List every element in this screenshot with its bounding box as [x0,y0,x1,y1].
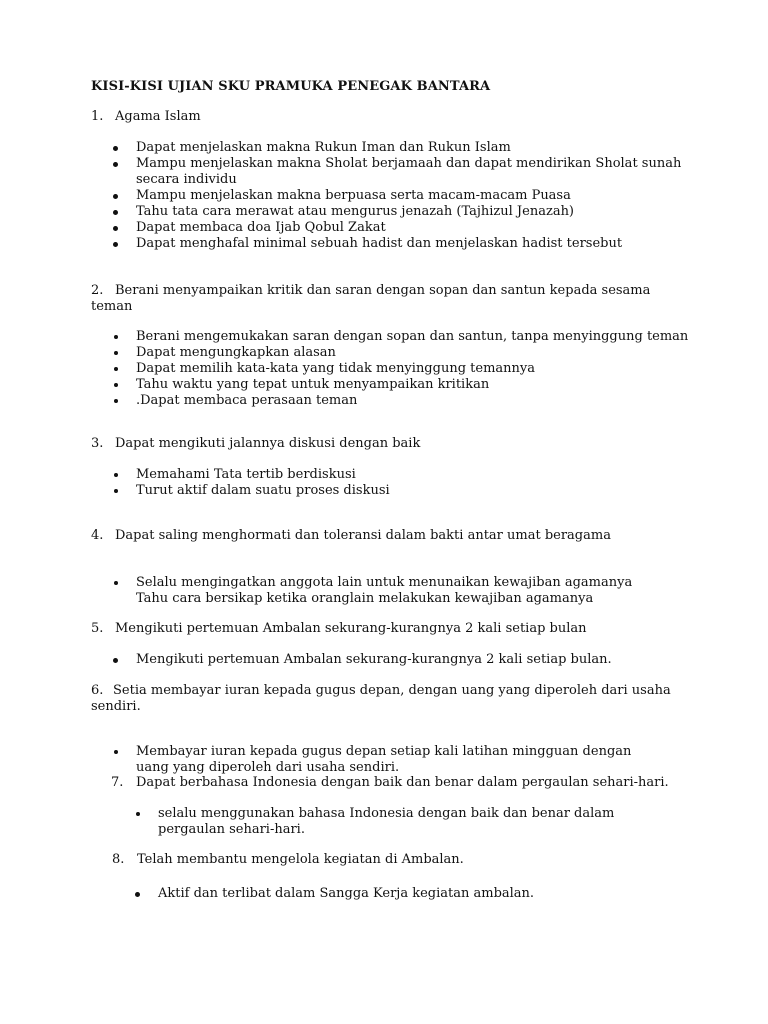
bullet-icon [113,226,118,231]
list-item: Tahu tata cara merawat atau mengurus jenazah (Tajhizul Jenazah) [136,204,696,220]
section-number: 4. [91,528,104,543]
section-title: Dapat mengikuti jalannya diskusi dengan baik [115,436,421,451]
bullet-list-1 [136,140,696,252]
bullet-icon [135,892,140,897]
bullet-icon [113,194,118,199]
bullet-icon [114,489,118,493]
list-item: Mampu menjelaskan makna berpuasa serta macam-macam Puasa [136,188,696,204]
section-title: Berani menyampaikan kritik dan saran dengan sopan dan santun kepada sesama teman [91,283,651,314]
list-item: Dapat mengungkapkan alasan [136,345,696,361]
section-number: 3. [91,436,104,451]
section-title: Setia membayar iuran kepada gugus depan, dengan uang yang diperoleh dari usaha sendiri. [91,683,671,714]
bullet-icon [114,367,118,371]
bullet-icon [113,162,118,167]
list-item: Mampu menjelaskan makna Sholat berjamaah dan dapat mendirikan Sholat sunah secara individu [136,156,696,188]
bullet-icon [114,473,118,477]
section-number: 7. [111,775,124,790]
bullet-icon [114,351,118,355]
list-item: selalu menggunakan bahasa Indonesia dengan baik dan benar dalam pergaulan sehari-hari. [158,806,678,838]
bullet-icon [114,383,118,387]
bullet-icon [114,335,118,339]
document-title: KISI-KISI UJIAN SKU PRAMUKA PENEGAK BANTARA [91,79,491,94]
list-item: Turut aktif dalam suatu proses diskusi [136,483,696,499]
bullet-icon [113,210,118,215]
list-item: Memahami Tata tertib berdiskusi [136,467,696,483]
list-item: Mengikuti pertemuan Ambalan sekurang-kurangnya 2 kali setiap bulan. [136,652,696,668]
bullet-list-3 [136,467,696,499]
list-item: Dapat memilih kata-kata yang tidak menyinggung temannya [136,361,696,377]
section-title: Dapat berbahasa Indonesia dengan baik dan benar dalam pergaulan sehari-hari. [136,775,669,790]
list-item: .Dapat membaca perasaan teman [136,393,696,409]
bullet-icon [113,658,118,663]
list-item: Berani mengemukakan saran dengan sopan dan santun, tanpa menyinggung teman [136,329,696,345]
bullet-list-2 [136,329,696,409]
section-number: 2. [91,283,104,298]
list-item: Membayar iuran kepada gugus depan setiap kali latihan mingguan dengan uang yang diperoleh dari usaha sendiri. [136,744,666,776]
section-number: 8. [112,852,125,867]
list-item: Dapat menjelaskan makna Rukun Iman dan Rukun Islam [136,140,696,156]
list-item: Selalu mengingatkan anggota lain untuk menunaikan kewajiban agamanya Tahu cara bersikap ketika oranglain melakukan kewajiban agamanya [136,575,666,607]
section-heading-5 [91,621,711,637]
section-number: 6. [91,683,104,698]
section-heading-8 [112,852,702,868]
section-heading-4 [91,528,711,544]
bullet-icon [114,750,118,754]
list-item: Dapat menghafal minimal sebuah hadist dan menjelaskan hadist tersebut [136,236,696,252]
section-title: Dapat saling menghormati dan toleransi dalam bakti antar umat beragama [115,528,611,543]
section-heading-6 [91,683,691,715]
bullet-icon [113,242,118,247]
bullet-icon [136,812,140,816]
bullet-icon [114,581,118,585]
bullet-list-4 [136,575,666,607]
bullet-icon [113,146,118,151]
section-title: Mengikuti pertemuan Ambalan sekurang-kurangnya 2 kali setiap bulan [115,621,587,636]
bullet-list-8 [158,886,718,902]
section-heading-2 [91,283,651,315]
section-number: 1. [91,109,104,124]
list-item: Dapat membaca doa Ijab Qobul Zakat [136,220,696,236]
section-title: Agama Islam [115,109,201,124]
section-number: 5. [91,621,104,636]
section-heading-1 [91,109,681,125]
bullet-icon [114,399,118,403]
bullet-list-6 [136,744,666,776]
bullet-list-7 [158,806,678,838]
list-item: Tahu waktu yang tepat untuk menyampaikan kritikan [136,377,696,393]
bullet-list-5 [136,652,696,668]
section-title: Telah membantu mengelola kegiatan di Ambalan. [137,852,464,867]
list-item: Aktif dan terlibat dalam Sangga Kerja kegiatan ambalan. [158,886,718,902]
section-heading-7 [111,775,711,791]
section-heading-3 [91,436,681,452]
